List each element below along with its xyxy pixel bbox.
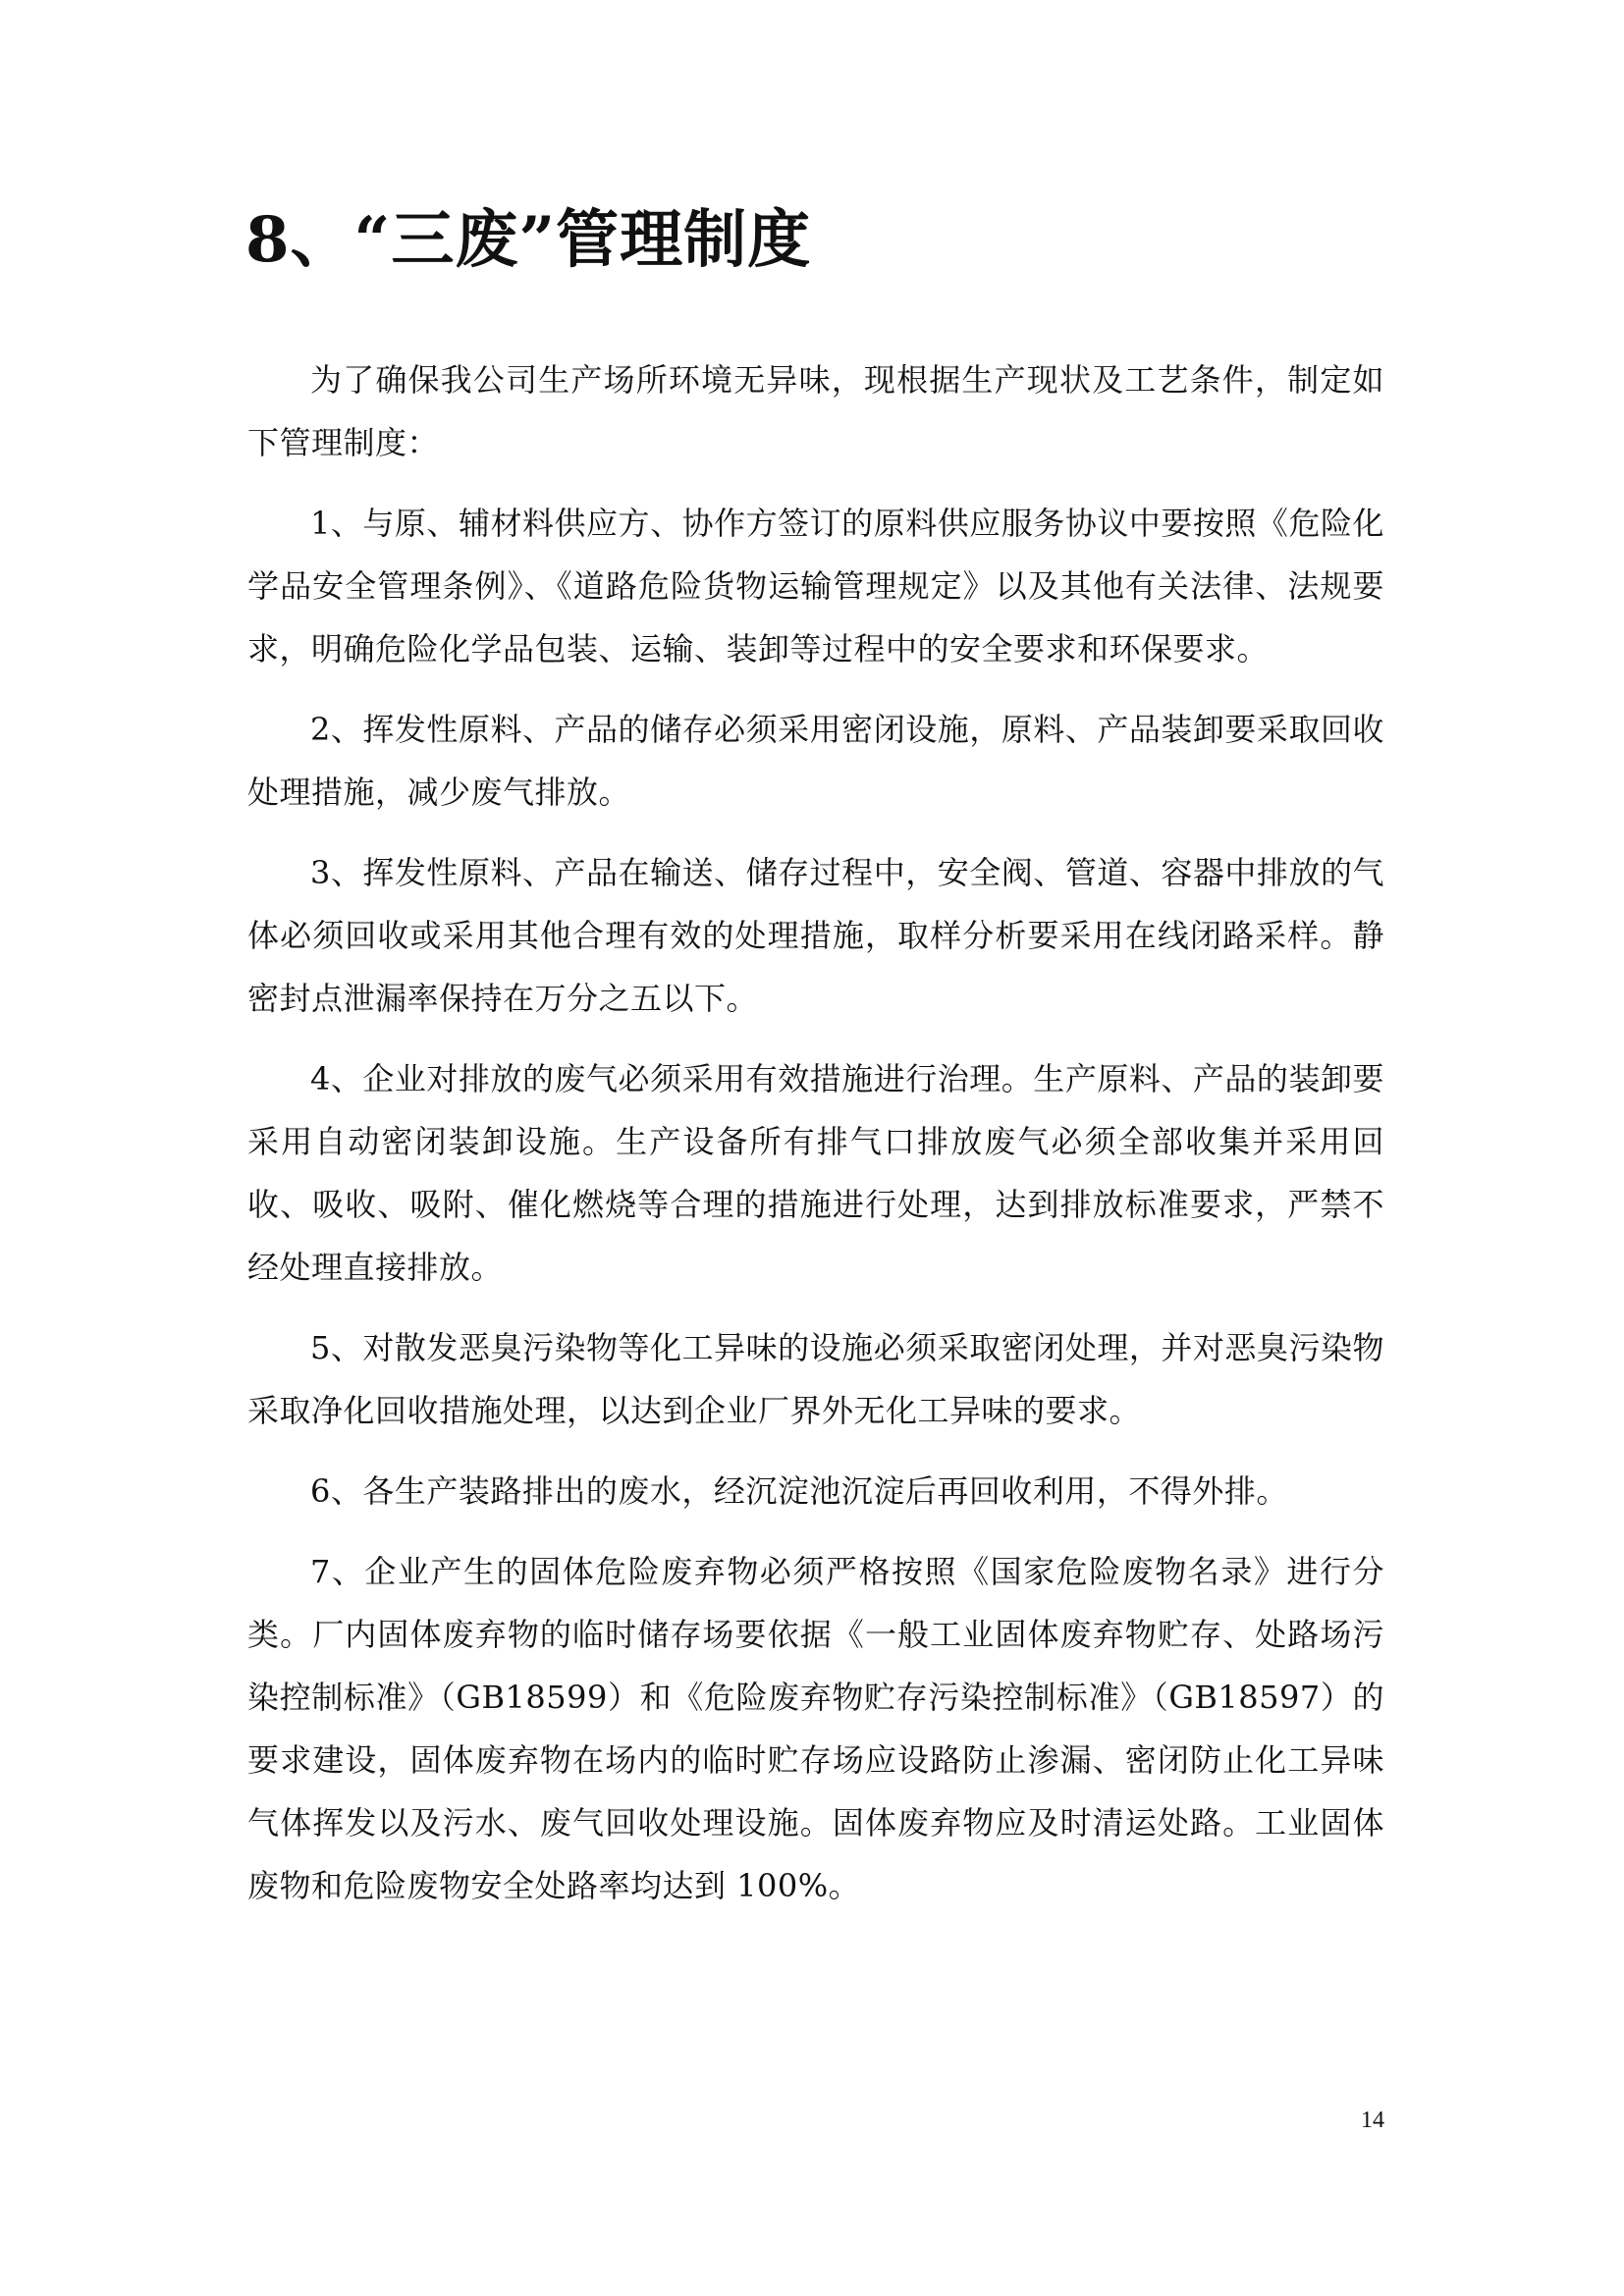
- paragraph-item-6: 6、各生产装路排出的废水，经沉淀池沉淀后再回收利用，不得外排。: [310, 1472, 1288, 1510]
- paragraph-item-1: 1、与原、辅材料供应方、协作方签订的原料供应服务协议中要按照《危险化学品安全管理条例》、《道路危险货物运输管理规定》以及其他有关法律、法规要求，明确危险化学品包装、运输、装卸等过程中的安全要求和环保要求。: [247, 505, 1384, 667]
- paragraph-item-4: 4、企业对排放的废气必须采用有效措施进行治理。生产原料、产品的装卸要采用自动密闭装卸设施。生产设备所有排气口排放废气必须全部收集并采用回收、吸收、吸附、催化燃烧等合理的措施进行处理，达到排放标准要求，严禁不经处理直接排放。: [247, 1060, 1384, 1286]
- paragraph-item-2: 2、挥发性原料、产品的储存必须采用密闭设施，原料、产品装卸要采取回收处理措施，减少废气排放。: [247, 711, 1384, 811]
- paragraph-intro: 为了确保我公司生产场所环境无异味，现根据生产现状及工艺条件，制定如下管理制度：: [247, 361, 1384, 461]
- page-number: 14: [1361, 2108, 1384, 2133]
- paragraph-item-3: 3、挥发性原料、产品在输送、储存过程中，安全阀、管道、容器中排放的气体必须回收或采用其他合理有效的处理措施，取样分析要采用在线闭路采样。静密封点泄漏率保持在万分之五以下。: [247, 854, 1384, 1017]
- page-title: 8、“三废”管理制度: [245, 203, 812, 277]
- document-body: [247, 348, 1384, 1935]
- paragraph-item-7: 7、企业产生的固体危险废弃物必须严格按照《国家危险废物名录》进行分类。厂内固体废弃物的临时储存场要依据《一般工业固体废弃物贮存、处路场污染控制标准》（GB18599）和《危险废弃物贮存污染控制标准》（GB18597）的要求建设，固体废弃物在场内的临时贮存场应设路防止渗漏、密闭防止化工异味气体挥发以及污水、废气回收处理设施。固体废弃物应及时清运处路。工业固体废物和危险废物安全处路率均达到 100%。: [247, 1553, 1384, 1904]
- paragraph-item-5: 5、对散发恶臭污染物等化工异味的设施必须采取密闭处理，并对恶臭污染物采取净化回收措施处理，以达到企业厂界外无化工异味的要求。: [247, 1329, 1384, 1429]
